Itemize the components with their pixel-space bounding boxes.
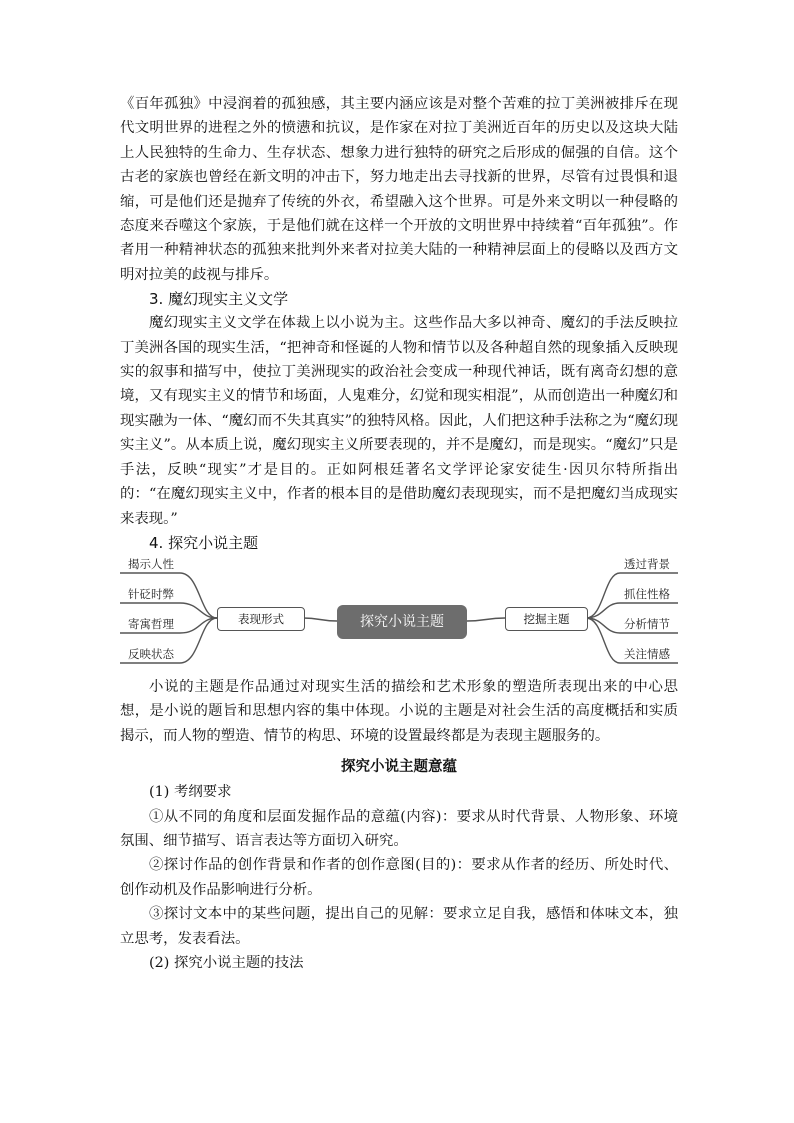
mind-map-right-item: 关注情感: [624, 646, 670, 661]
mind-map-left-item: 揭示人性: [128, 556, 174, 571]
centered-title-theme-meaning: 探究小说主题意蕴: [341, 759, 457, 776]
mind-map-right-item: 透过背景: [624, 556, 670, 571]
mind-map-left-box: 表现形式: [217, 607, 305, 631]
mind-map-right-item: 抓住性格: [624, 586, 670, 601]
mind-map-center-node: 探究小说主题: [337, 605, 467, 639]
mind-map-right-item: 分析情节: [624, 616, 670, 631]
requirement-item: ①从不同的角度和层面发掘作品的意蕴(内容)：要求从时代背景、人物形象、环境氛围、细节描写、语言表达等方面切入研究。: [120, 808, 678, 849]
mind-map-left-item: 寄寓哲理: [128, 616, 174, 631]
section-heading-explore-theme: 4. 探究小说主题: [149, 533, 259, 552]
mind-map-left-item: 反映状态: [128, 646, 174, 661]
mind-map-left-item: 针砭时弊: [128, 586, 174, 601]
mind-map: [120, 555, 678, 675]
requirement-item: ②探讨作品的创作背景和作者的创作意图(目的)：要求从作者的经历、所处时代、创作动机及作品影响进行分析。: [120, 857, 678, 898]
subheading-theme-techniques: (2) 探究小说主题的技法: [149, 954, 304, 971]
paragraph-bainian-gudu: 《百年孤独》中浸润着的孤独感，其主要内涵应该是对整个苦难的拉丁美洲被排斥在现代文明世界的进程之外的愤懑和抗议，是作家在对拉丁美洲近百年的历史以及这块大陆上人民独特的生命力、生存状态、想象力进行独特的研究之后形成的倔强的自信。这个古老的家族也曾经在新文明的冲击下，努力地走出去寻找新的世界，尽管有过畏惧和退缩，可是他们还是抛弃了传统的外衣，希望融入这个世界。可是外来文明以一种侵略的态度来吞噬这个家族，于是他们就在这样一个开放的文明世界中持续着“百年孤独”。作者用一种精神状态的孤独来批判外来者对拉美大陆的一种精神层面上的侵略以及西方文明对拉美的歧视与排斥。: [120, 96, 678, 283]
section-heading-magic-realism: 3. 魔幻现实主义文学: [149, 290, 289, 309]
requirement-item: ③探讨文本中的某些问题，提出自己的见解：要求立足自我，感悟和体味文本，独立思考，发表看法。: [120, 906, 678, 947]
document-page: [120, 92, 678, 975]
subheading-exam-requirements: (1) 考纲要求: [149, 784, 232, 801]
paragraph-magic-realism: 魔幻现实主义文学在体裁上以小说为主。这些作品大多以神奇、魔幻的手法反映拉丁美洲各国的现实生活，“把神奇和怪诞的人物和情节以及各种超自然的现象插入反映现实的叙事和描写中，使拉丁美洲现实的政治社会变成一种现代神话，既有离奇幻想的意境，又有现实主义的情节和场面，人鬼难分，幻觉和现实相混”，从而创造出一种魔幻和现实融为一体、“魔幻而不失其真实”的独特风格。因此，人们把这种手法称之为“魔幻现实主义”。从本质上说，魔幻现实主义所要表现的，并不是魔幻，而是现实。“魔幻”只是手法，反映“现实”才是目的。正如阿根廷著名文学评论家安徒生·因贝尔特所指出的：“在魔幻现实主义中，作者的根本目的是借助魔幻表现现实，而不是把魔幻当成现实来表现。”: [120, 315, 678, 527]
paragraph-theme-definition: 小说的主题是作品通过对现实生活的描绘和艺术形象的塑造所表现出来的中心思想，是小说的题旨和思想内容的集中体现。小说的主题是对社会生活的高度概括和实质揭示，而人物的塑造、情节的构思、环境的设置最终都是为表现主题服务的。: [120, 678, 678, 744]
mind-map-right-box: 挖掘主题: [505, 607, 588, 631]
